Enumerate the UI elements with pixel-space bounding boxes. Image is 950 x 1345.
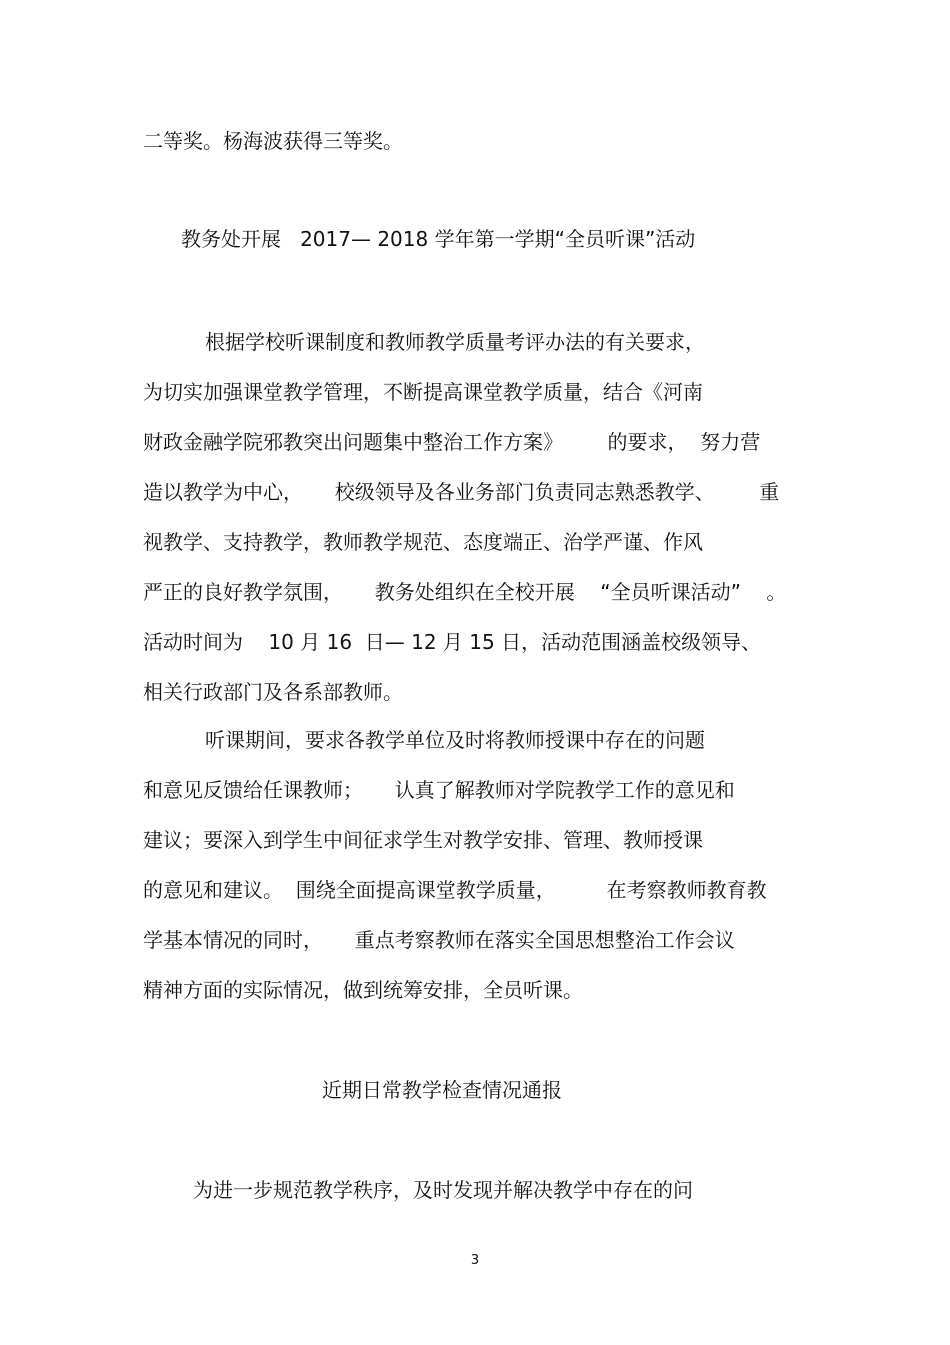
paragraph-line: 财政金融学院邪教突出问题集中整治工作方案》 的要求， 努力营 — [143, 430, 761, 454]
page-number: 3 — [470, 1253, 480, 1268]
paragraph-line: 和意见反馈给任课教师； 认真了解教师对学院教学工作的意见和 — [143, 778, 735, 802]
top-fragment-line: 二等奖。杨海波获得三等奖。 — [143, 129, 403, 153]
paragraph-line: 精神方面的实际情况，做到统筹安排，全员听课。 — [143, 978, 583, 1002]
section2-title: 近期日常教学检查情况通报 — [322, 1078, 562, 1102]
paragraph-line: 听课期间，要求各教学单位及时将教师授课中存在的问题 — [205, 728, 705, 752]
paragraph-line: 相关行政部门及各系部教师。 — [143, 680, 403, 704]
paragraph-line: 为进一步规范教学秩序，及时发现并解决教学中存在的问 — [193, 1178, 693, 1202]
paragraph-line: 根据学校听课制度和教师教学质量考评办法的有关要求， — [205, 330, 705, 354]
paragraph-line: 造以教学为中心， 校级领导及各业务部门负责同志熟悉教学、 重 — [143, 480, 780, 504]
paragraph-line: 建议；要深入到学生中间征求学生对教学安排、管理、教师授课 — [143, 828, 703, 852]
paragraph-line: 活动时间为 10 月 16 日— 12 月 15 日，活动范围涵盖校级领导、 — [143, 630, 762, 654]
paragraph-line: 的意见和建议。 围绕全面提高课堂教学质量， 在考察教师教育教 — [143, 878, 767, 902]
paragraph-line: 视教学、支持教学，教师教学规范、态度端正、治学严谨、作风 — [143, 530, 703, 554]
paragraph-line: 为切实加强课堂教学管理，不断提高课堂教学质量，结合《河南 — [143, 380, 703, 404]
paragraph-line: 严正的良好教学氛围， 教务处组织在全校开展 “全员听课活动” 。 — [143, 580, 787, 604]
section1-title: 教务处开展 2017— 2018 学年第一学期“全员听课”活动 — [181, 227, 696, 251]
paragraph-line: 学基本情况的同时， 重点考察教师在落实全国思想整治工作会议 — [143, 928, 735, 952]
